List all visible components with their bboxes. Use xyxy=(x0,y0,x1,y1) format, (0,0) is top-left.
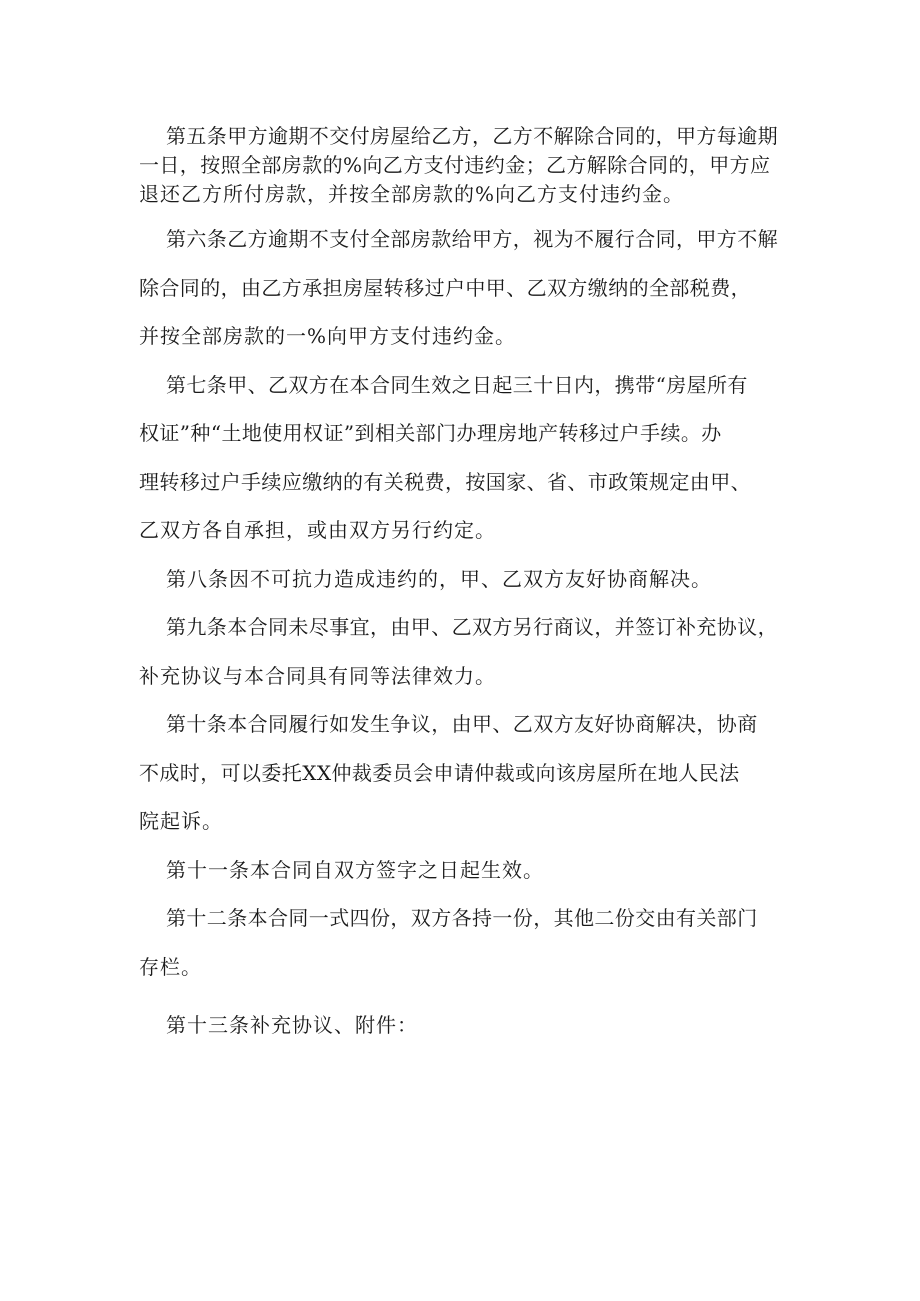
article-line: 存栏。 xyxy=(139,955,202,979)
article-line: 第九条本合同未尽事宜，由甲、乙双方另行商议，并签订补充协议， xyxy=(166,615,778,639)
article-line: 第八条因不可抗力造成违约的，甲、乙双方友好协商解决。 xyxy=(166,567,712,591)
article-line: 并按全部房款的一%向甲方支付违约金。 xyxy=(139,324,517,348)
article-line: 理转移过户手续应缴纳的有关税费，按国家、省、市政策规定由甲、 xyxy=(139,470,751,494)
article-line: 不成时，可以委托XX仲裁委员会申请仲裁或向该房屋所在地人民法 xyxy=(139,761,740,785)
article-line: 院起诉。 xyxy=(139,809,223,833)
article-line: 权证”种“土地使用权证”到相关部门办理房地产转移过户手续。办 xyxy=(139,421,722,445)
article-line: 退还乙方所付房款，并按全部房款的%向乙方支付违约金。 xyxy=(139,182,685,206)
article-line: 第六条乙方逾期不支付全部房款给甲方，视为不履行合同，甲方不解 xyxy=(166,227,778,251)
article-line: 第十二条本合同一式四份，双方各持一份，其他二份交由有关部门 xyxy=(166,906,758,930)
article-line: 第五条甲方逾期不交付房屋给乙方，乙方不解除合同的，甲方每逾期 xyxy=(166,124,778,148)
article-line: 第十三条补充协议、附件： xyxy=(166,1013,418,1037)
article-line: 乙双方各自承担，或由双方另行约定。 xyxy=(139,518,496,542)
article-line: 补充协议与本合同具有同等法律效力。 xyxy=(139,664,496,688)
article-line: 第十条本合同履行如发生争议，由甲、乙双方友好协商解决，协商 xyxy=(166,712,758,736)
article-line: 第十一条本合同自双方签字之日起生效。 xyxy=(166,858,544,882)
article-line: 除合同的，由乙方承担房屋转移过户中甲、乙双方缴纳的全部税费， xyxy=(139,276,751,300)
article-line: 第七条甲、乙双方在本合同生效之日起三十日内，携带“房屋所有 xyxy=(166,373,748,397)
article-line: 一日，按照全部房款的%向乙方支付违约金；乙方解除合同的，甲方应 xyxy=(139,153,771,177)
